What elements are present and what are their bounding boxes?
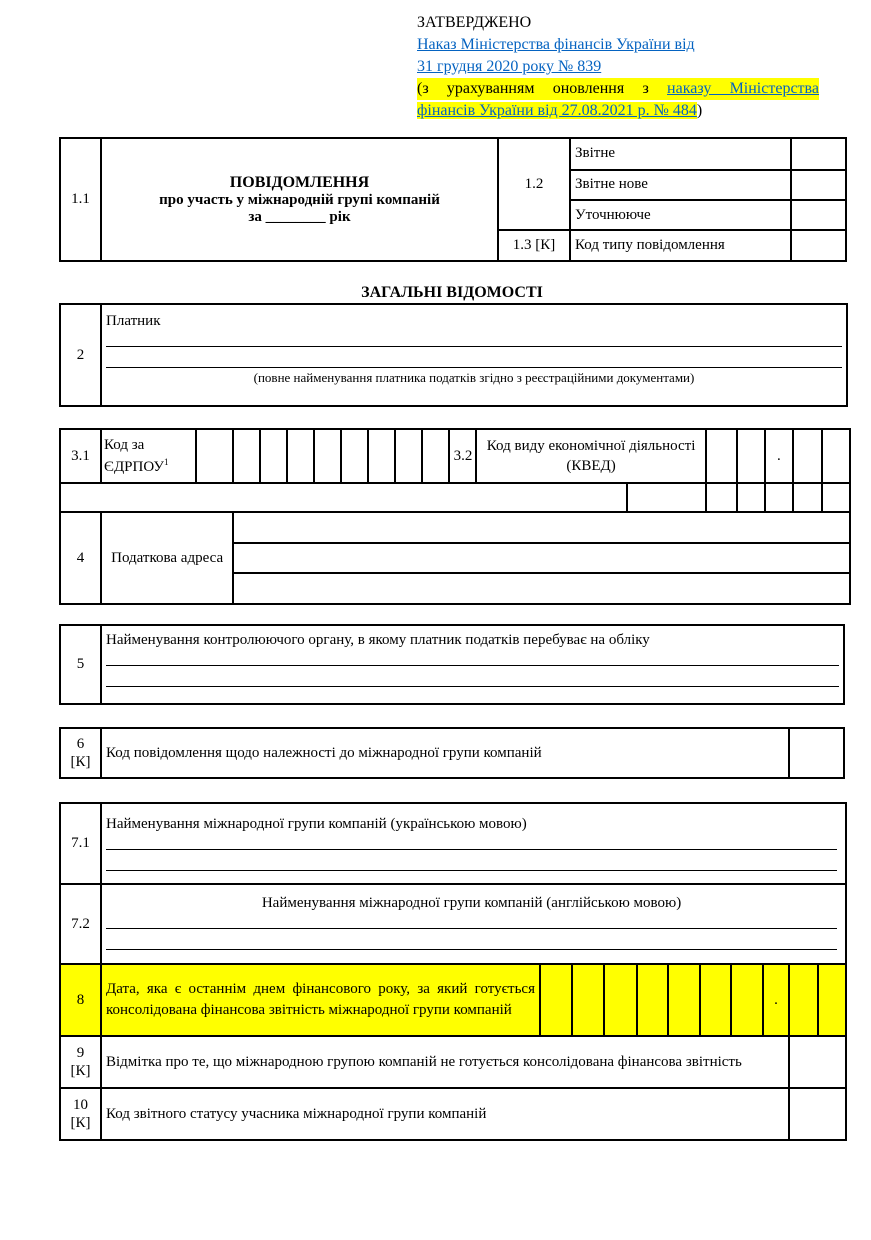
- field-num-1-3: 1.3 [К]: [498, 230, 570, 261]
- approved-label: ЗАТВЕРДЖЕНО: [417, 14, 532, 31]
- address-input-line2[interactable]: [233, 543, 850, 573]
- kved-digit-2[interactable]: [737, 429, 765, 483]
- edrpou-digit-9[interactable]: [422, 429, 449, 483]
- year-line: за ________ рік: [248, 208, 351, 225]
- update-note: (з урахуванням оновлення з наказу Міністерства: [417, 78, 819, 100]
- date-digit-4[interactable]: [637, 964, 668, 1036]
- field-num-1-1: 1.1: [60, 138, 101, 261]
- edrpou-digit-4[interactable]: [287, 429, 314, 483]
- field-num-10: 10 [К]: [60, 1088, 101, 1140]
- no-consolidated-input[interactable]: [789, 1036, 846, 1088]
- edrpou-digit-2[interactable]: [233, 429, 260, 483]
- option-label-reporting-new: Звітне нове: [570, 170, 791, 200]
- update-order-link-part2[interactable]: фінансів України від 27.08.2021 р. № 484: [417, 102, 697, 119]
- no-consolidated-label: Відмітка про те, що міжнародною групою компаній не готується консолідована фінансова звітність: [101, 1036, 789, 1088]
- checkbox-clarifying[interactable]: [791, 200, 846, 230]
- status-code-input[interactable]: [789, 1088, 846, 1140]
- field-num-7-1: 7.1: [60, 803, 101, 884]
- edrpou-digit-6[interactable]: [341, 429, 368, 483]
- authority-input-line2[interactable]: [106, 686, 839, 687]
- membership-block: [59, 727, 845, 779]
- codes-address-block: [59, 428, 851, 605]
- payer-label: Платник: [106, 313, 161, 329]
- field-num-6: 6 [К]: [60, 728, 101, 778]
- type-code-label: Код типу повідомлення: [570, 230, 791, 261]
- type-code-input[interactable]: [791, 230, 846, 261]
- date-digit-2[interactable]: [572, 964, 604, 1036]
- authority-label: Найменування контролюючого органу, в якому платник податків перебуває на обліку: [106, 632, 650, 648]
- payer-block: [59, 303, 848, 407]
- group-block: [59, 802, 847, 1141]
- kved-label: Код виду економічної діяльності (КВЕД): [476, 429, 705, 483]
- extra-cell-6[interactable]: [822, 483, 850, 512]
- payer-hint: (повне найменування платника податків згідно з реєстраційними документами): [253, 370, 695, 385]
- update-order-link-part1[interactable]: наказу Міністерства: [667, 80, 819, 97]
- address-input-line3[interactable]: [233, 573, 850, 604]
- order-link-line2[interactable]: 31 грудня 2020 року № 839: [417, 58, 602, 75]
- group-name-ua-input-line2[interactable]: [106, 870, 837, 871]
- membership-code-input[interactable]: [789, 728, 844, 778]
- date-digit-6[interactable]: [700, 964, 731, 1036]
- kved-digit-4[interactable]: [822, 429, 850, 483]
- authority-input-line1[interactable]: [106, 665, 839, 666]
- form-subtitle: про участь у міжнародній групі компаній: [159, 191, 440, 208]
- extra-cell-3[interactable]: [737, 483, 765, 512]
- group-name-en-input-line2[interactable]: [106, 949, 837, 950]
- approval-header: ЗАТВЕРДЖЕНО Наказ Міністерства фінансів України від 31 грудня 2020 року № 839 (з урахуванням оновлення з наказу Міністерства фінансів України від 27.08.2021 р. № 484): [417, 14, 819, 119]
- option-label-reporting: Звітне: [570, 138, 791, 170]
- edrpou-label: Код за ЄДРПОУ$^1$: [101, 429, 196, 483]
- date-digit-1[interactable]: [540, 964, 572, 1036]
- payer-name-input-line1[interactable]: [106, 346, 842, 347]
- payer-name-input-line2[interactable]: [106, 367, 842, 368]
- group-name-en-input-line1[interactable]: [106, 928, 837, 929]
- authority-block: [59, 624, 845, 705]
- date-separator: .: [763, 964, 789, 1036]
- address-label: Податкова адреса: [101, 512, 233, 604]
- field-num-4: 4: [60, 512, 101, 604]
- date-digit-3[interactable]: [604, 964, 637, 1036]
- date-digit-8[interactable]: [789, 964, 818, 1036]
- kved-digit-1[interactable]: [706, 429, 737, 483]
- field-num-5: 5: [60, 625, 101, 704]
- option-label-clarifying: Уточнююче: [570, 200, 791, 230]
- edrpou-digit-1[interactable]: [196, 429, 233, 483]
- extra-cell-2[interactable]: [706, 483, 737, 512]
- date-digit-5[interactable]: [668, 964, 700, 1036]
- edrpou-digit-3[interactable]: [260, 429, 287, 483]
- address-input-line1[interactable]: [233, 512, 850, 543]
- status-code-label: Код звітного статусу учасника міжнародної групи компаній: [101, 1088, 789, 1140]
- form-title: ПОВІДОМЛЕННЯ про участь у міжнародній групі компаній за ________ рік: [101, 138, 498, 261]
- membership-label: Код повідомлення щодо належності до міжнародної групи компаній: [101, 728, 789, 778]
- group-name-en-label: Найменування міжнародної групи компаній (англійською мовою): [261, 895, 682, 911]
- title-block: [59, 137, 847, 262]
- extra-cell-5[interactable]: [793, 483, 822, 512]
- date-digit-7[interactable]: [731, 964, 763, 1036]
- extra-cell-4[interactable]: [765, 483, 793, 512]
- group-name-ua-input-line1[interactable]: [106, 849, 837, 850]
- group-name-ua-label: Найменування міжнародної групи компаній (українською мовою): [106, 816, 527, 832]
- field-num-3-2: 3.2: [449, 429, 476, 483]
- field-num-8: 8: [60, 964, 101, 1036]
- date-digit-9[interactable]: [818, 964, 846, 1036]
- edrpou-digit-7[interactable]: [368, 429, 395, 483]
- field-num-1-2: 1.2: [498, 138, 570, 230]
- field-num-3-1: 3.1: [60, 429, 101, 483]
- order-link-line1[interactable]: Наказ Міністерства фінансів України від: [417, 36, 695, 53]
- section-title: ЗАГАЛЬНІ ВІДОМОСТІ: [361, 284, 543, 301]
- edrpou-digit-5[interactable]: [314, 429, 341, 483]
- checkbox-reporting[interactable]: [791, 138, 846, 170]
- checkbox-reporting-new[interactable]: [791, 170, 846, 200]
- kved-separator: .: [765, 429, 793, 483]
- field-num-7-2: 7.2: [60, 884, 101, 964]
- field-num-2: 2: [60, 304, 101, 406]
- kved-digit-3[interactable]: [793, 429, 822, 483]
- field-num-9: 9 [К]: [60, 1036, 101, 1088]
- edrpou-digit-8[interactable]: [395, 429, 422, 483]
- extra-cell-1[interactable]: [627, 483, 706, 512]
- fiscal-year-end-label: Дата, яка є останнім днем фінансового року, за який готується консолідована фінансова звітність міжнародної групи компаній: [101, 964, 540, 1036]
- spacer-cell: [60, 483, 627, 512]
